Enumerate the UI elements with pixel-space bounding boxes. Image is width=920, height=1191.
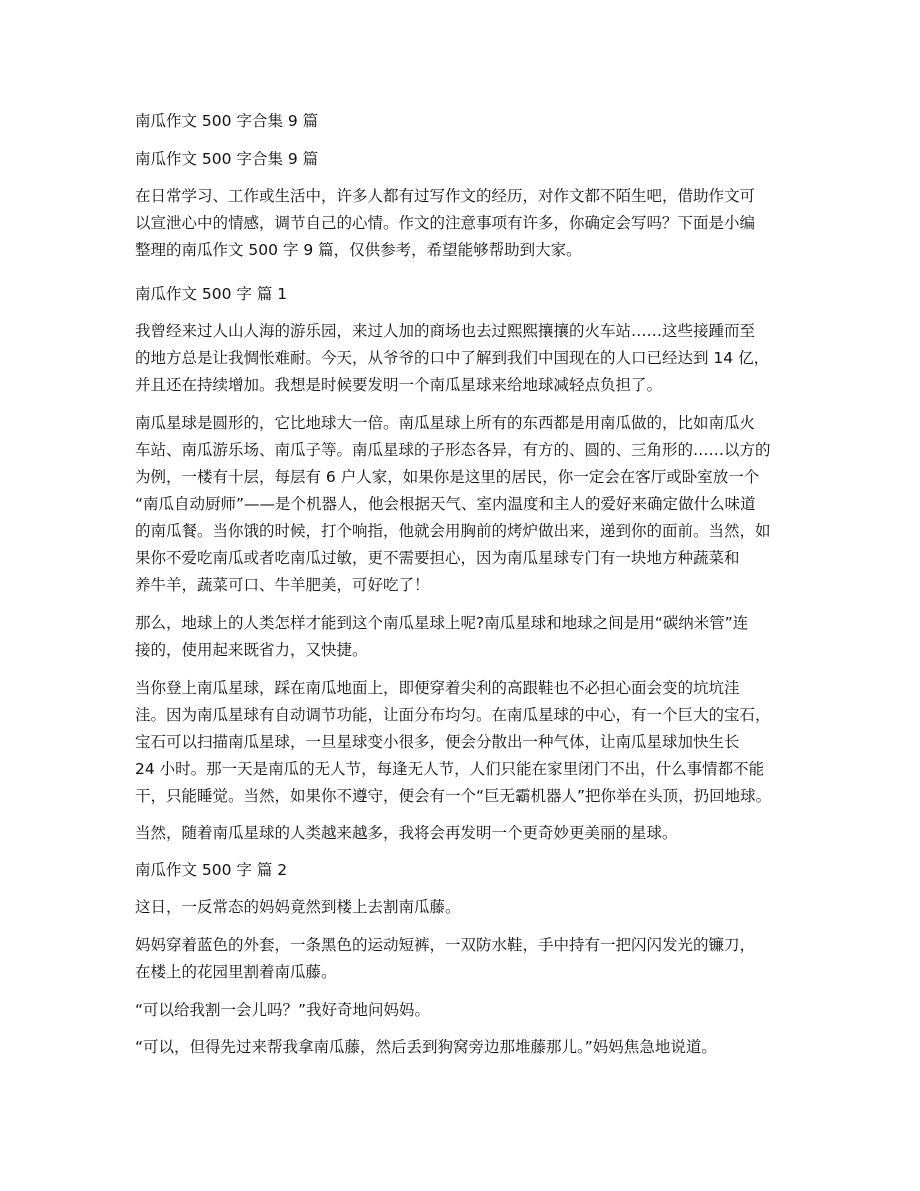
paragraph-line: 的地方总是让我惆怅难耐。今天，从爷爷的口中了解到我们中国现在的人口已经达到 14 亿， [135,349,770,367]
paragraph-line: 干，只能睡觉。当然，如果你不遵守，便会有一个“巨无霸机器人”把你举在头顶，扔回地球。 [135,787,772,805]
intro-line: 在日常学习、工作或生活中，许多人都有过写作文的经历，对作文都不陌生吧，借助作文可 [135,187,756,205]
paragraph-line: 的南瓜餐。当你饿的时候，打个响指，他就会用胸前的烤炉做出来，递到你的面前。当然，如 [135,522,771,540]
paragraph-line: 洼。因为南瓜星球有自动调节功能，让面分布均匀。在南瓜星球的中心，有一个巨大的宝石， [135,706,771,724]
intro-line: 以宣泄心中的情感，调节自己的心情。作文的注意事项有许多，你确定会写吗？下面是小编 [135,214,756,232]
paragraph-line: 接的，使用起来既省力，又快捷。 [135,641,368,659]
document-title: 南瓜作文 500 字合集 9 篇 [135,112,319,130]
paragraph-line: 当然，随着南瓜星球的人类越来越多，我将会再发明一个更奇妙更美丽的星球。 [135,824,678,842]
paragraph-line: 妈妈穿着蓝色的外套，一条黑色的运动短裤，一双防水鞋，手中持有一把闪闪发光的镰刀， [135,936,756,954]
paragraph-line: 南瓜星球是圆形的，它比地球大一倍。南瓜星球上所有的东西都是用南瓜做的，比如南瓜火 [135,414,756,432]
paragraph-line: 我曾经来过人山人海的游乐园，来过人加的商场也去过熙熙攘攘的火车站……这些接踵而至 [135,322,756,340]
document-subtitle: 南瓜作文 500 字合集 9 篇 [135,150,319,168]
paragraph-line: 宝石可以扫描南瓜星球，一旦星球变小很多，便会分散出一种气体，让南瓜星球加快生长 [135,733,740,751]
paragraph-line: 那么，地球上的人类怎样才能到这个南瓜星球上呢?南瓜星球和地球之间是用“碳纳米管”连 [135,614,749,632]
paragraph-line: 24 小时。那一天是南瓜的无人节，每逢无人节，人们只能在家里闭门不出，什么事情都不能 [135,760,765,778]
paragraph-line: 并且还在持续增加。我想是时候要发明一个南瓜星球来给地球减轻点负担了。 [135,376,663,394]
paragraph-line: 车站、南瓜游乐场、南瓜子等。南瓜星球的子形态各异，有方的、圆的、三角形的……以方的 [135,441,771,459]
paragraph-line: “南瓜自动厨师”——是个机器人，他会根据天气、室内温度和主人的爱好来确定做什么味道 [135,495,756,513]
section-heading: 南瓜作文 500 字 篇 2 [135,861,288,879]
paragraph-line: 为例，一楼有十层，每层有 6 户人家，如果你是这里的居民，你一定会在客厅或卧室放一个 [135,468,760,486]
section-heading: 南瓜作文 500 字 篇 1 [135,285,288,303]
paragraph-line: 当你登上南瓜星球，踩在南瓜地面上，即便穿着尖利的高跟鞋也不必担心面会变的坑坑洼 [135,679,740,697]
paragraph-line: 养牛羊，蔬菜可口、牛羊肥美，可好吃了！ [135,576,430,594]
paragraph-line: 在楼上的花园里割着南瓜藤。 [135,963,337,981]
paragraph-line: 这日，一反常态的妈妈竟然到楼上去割南瓜藤。 [135,898,461,916]
intro-line: 整理的南瓜作文 500 字 9 篇，仅供参考，希望能够帮助到大家。 [135,241,582,259]
paragraph-line: “可以，但得先过来帮我拿南瓜藤，然后丢到狗窝旁边那堆藤那儿。”妈妈焦急地说道。 [135,1038,717,1056]
paragraph-line: “可以给我割一会儿吗？”我好奇地问妈妈。 [135,1001,431,1019]
paragraph-line: 果你不爱吃南瓜或者吃南瓜过敏，更不需要担心，因为南瓜星球专门有一块地方种蔬菜和 [135,549,740,567]
